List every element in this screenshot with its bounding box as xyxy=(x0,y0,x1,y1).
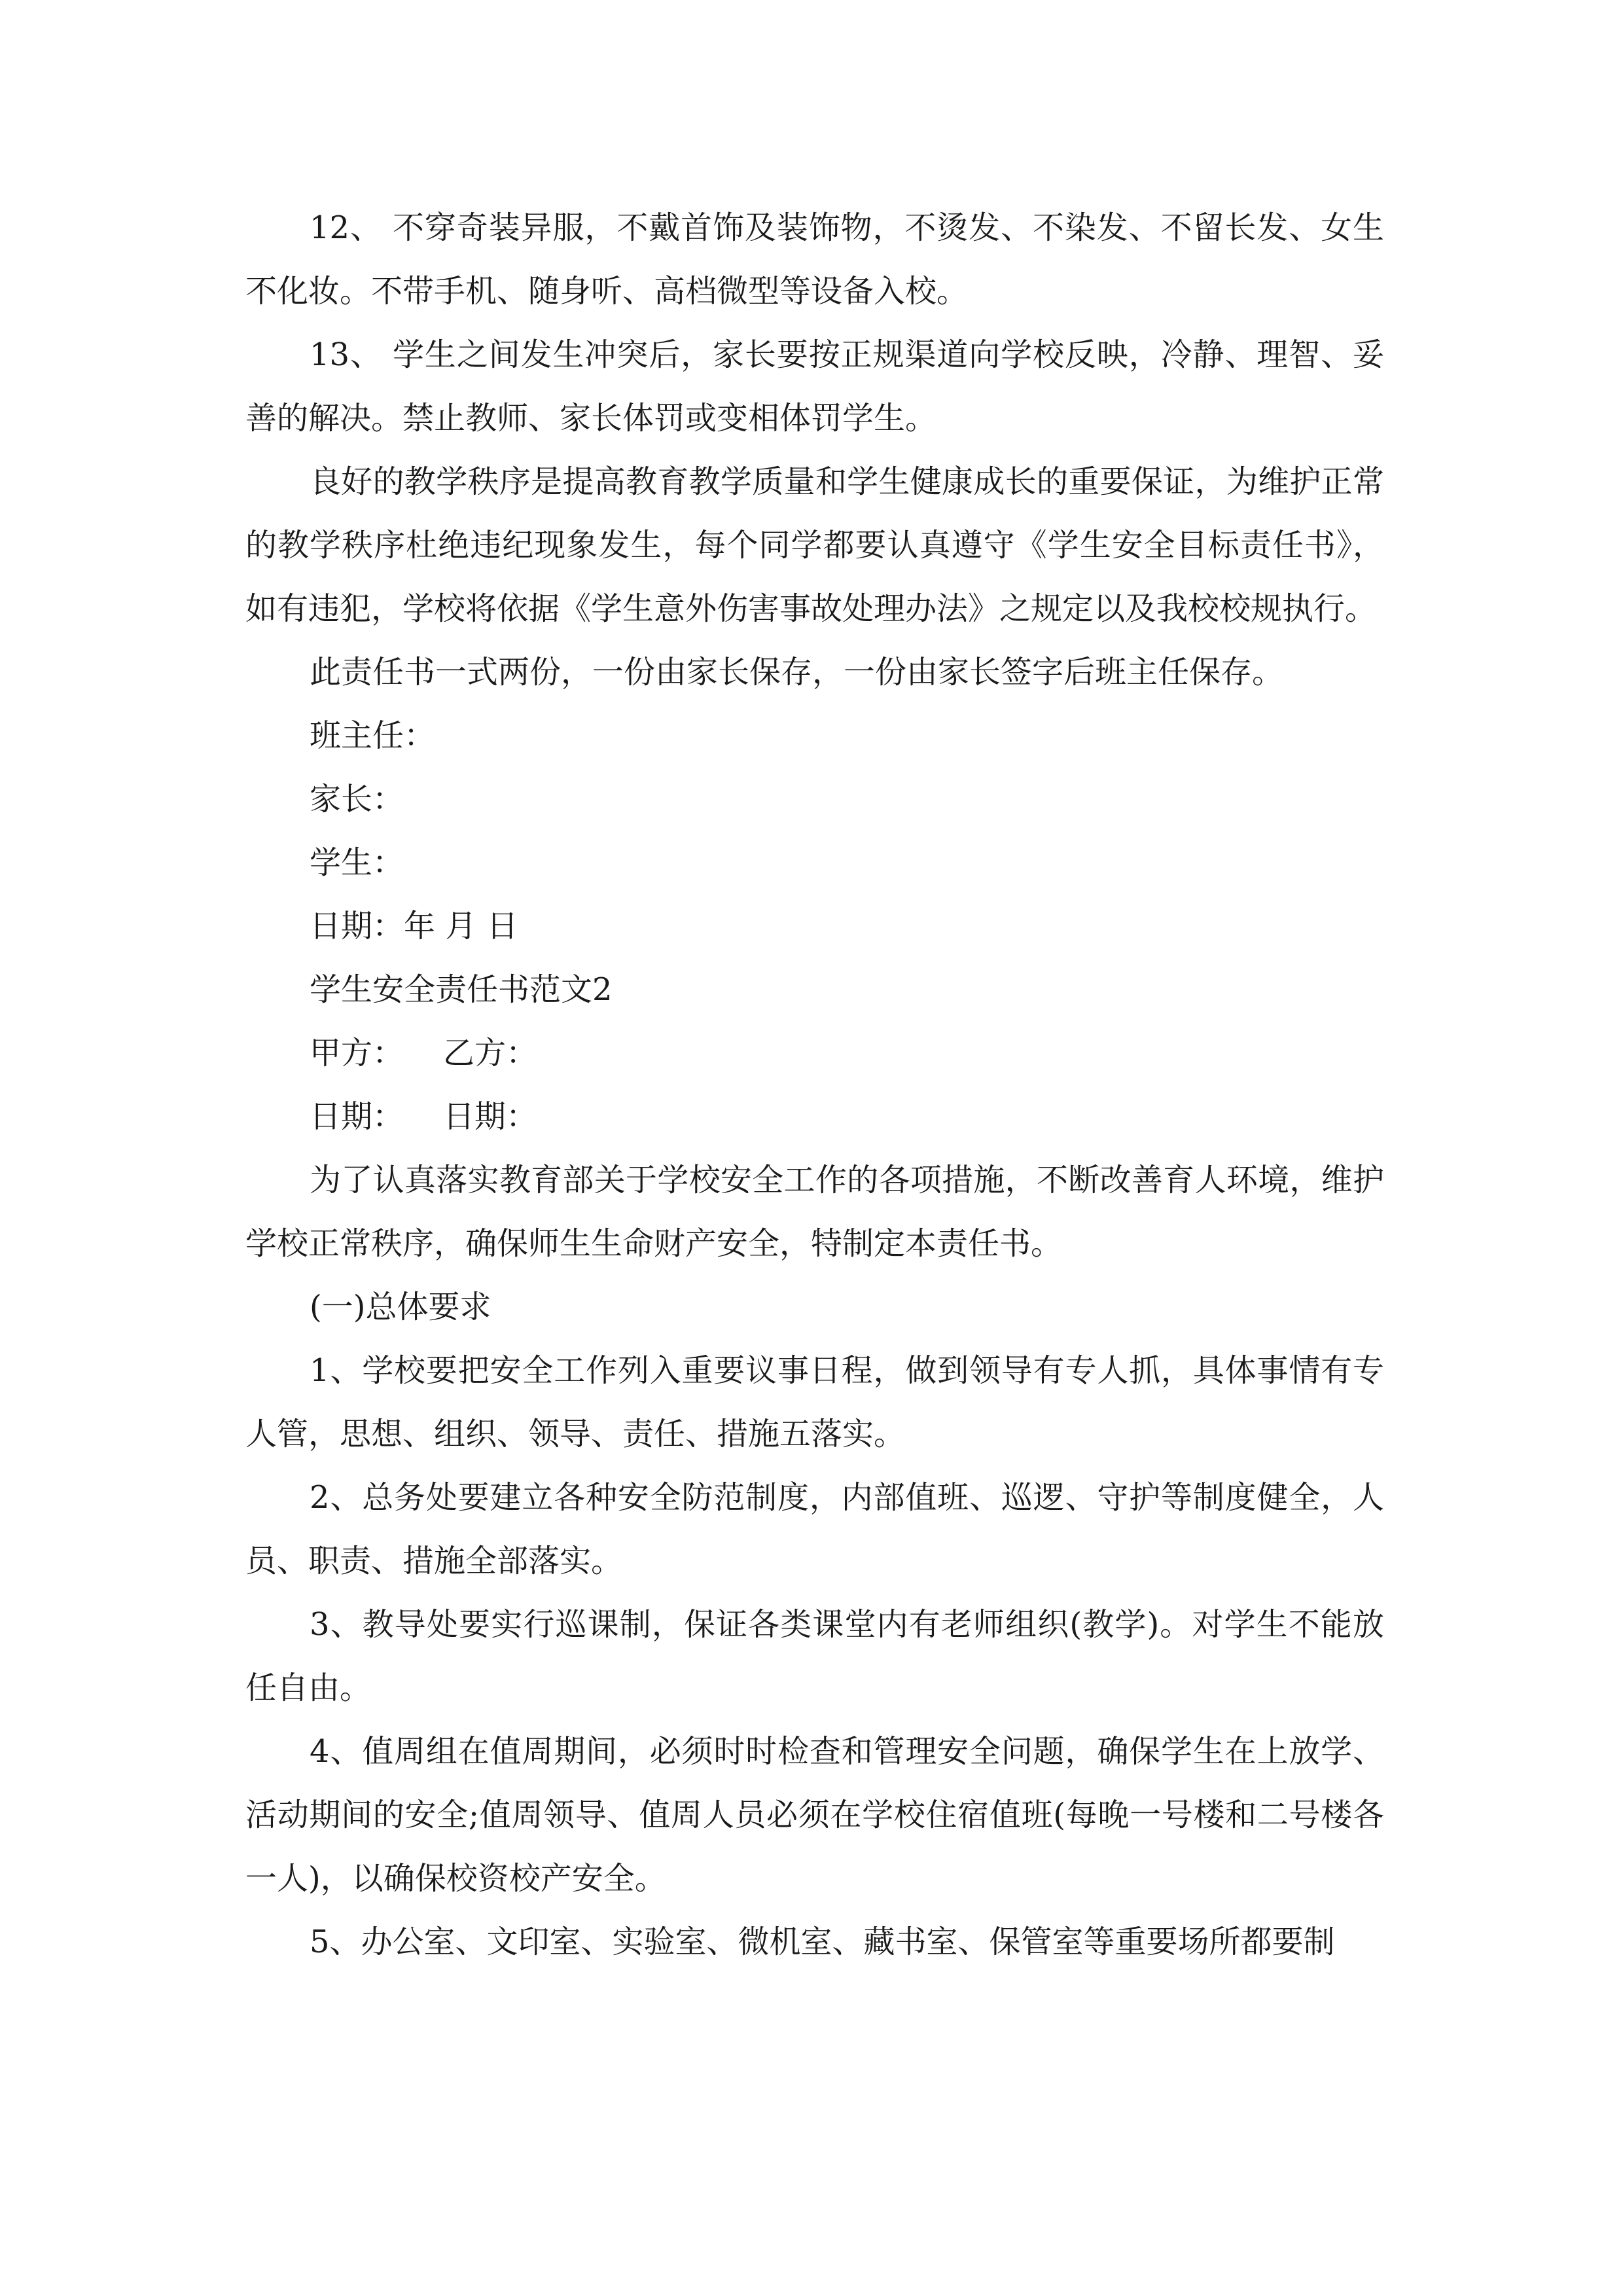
requirement-item: 5、办公室、文印室、实验室、微机室、藏书室、保管室等重要场所都要制 xyxy=(310,1924,1335,1960)
signature-class-teacher: 班主任： xyxy=(310,717,436,754)
requirement-item: 2、总务处要建立各种安全防范制度，内部值班、巡逻、守护等制度健全，人员、职责、措施全部落实。 xyxy=(245,1479,1384,1579)
parties-line xyxy=(245,1022,1384,1085)
requirement-item: 3、教导处要实行巡课制，保证各类课堂内有老师组织(教学)。对学生不能放任自由。 xyxy=(245,1606,1384,1706)
intro-paragraph: 为了认真落实教育部关于学校安全工作的各项措施，不断改善育人环境，维护学校正常秩序，确保师生生命财产安全，特制定本责任书。 xyxy=(245,1162,1384,1262)
paragraph-copies: 此责任书一式两份，一份由家长保存，一份由家长签字后班主任保存。 xyxy=(310,654,1284,691)
document-body xyxy=(245,196,1384,1974)
dates-line xyxy=(245,1085,1384,1149)
signature-parent: 家长： xyxy=(310,781,404,817)
section-title: 学生安全责任书范文2 xyxy=(310,971,613,1008)
party-b-label: 乙方： xyxy=(443,1035,538,1071)
date-a-label: 日期： xyxy=(310,1098,404,1135)
signature-student: 学生： xyxy=(310,844,404,881)
paragraph-teaching-order: 良好的教学秩序是提高教育教学质量和学生健康成长的重要保证，为维护正常的教学秩序杜绝违纪现象发生，每个同学都要认真遵守《学生安全目标责任书》，如有违犯，学校将依据《学生意外伤害事故处理办法》之规定以及我校校规执行。 xyxy=(245,463,1384,627)
requirement-item: 4、值周组在值周期间，必须时时检查和管理安全问题，确保学生在上放学、活动期间的安全;值周领导、值周人员必须在学校住宿值班(每晚一号楼和二号楼各一人)，以确保校资校产安全。 xyxy=(245,1733,1384,1897)
paragraph-item-12: 12、 不穿奇装异服，不戴首饰及装饰物，不烫发、不染发、不留长发、女生不化妆。不带手机、随身听、高档微型等设备入校。 xyxy=(245,209,1384,310)
paragraph-item-13: 13、 学生之间发生冲突后，家长要按正规渠道向学校反映，冷静、理智、妥善的解决。禁止教师、家长体罚或变相体罚学生。 xyxy=(245,336,1384,437)
requirement-item: 1、学校要把安全工作列入重要议事日程，做到领导有专人抓，具体事情有专人管，思想、组织、领导、责任、措施五落实。 xyxy=(245,1352,1384,1452)
date-b-label: 日期： xyxy=(443,1098,538,1135)
party-a-label: 甲方： xyxy=(310,1035,404,1071)
general-requirements-heading: (一)总体要求 xyxy=(310,1289,491,1325)
signature-date: 日期：年 月 日 xyxy=(310,908,518,944)
